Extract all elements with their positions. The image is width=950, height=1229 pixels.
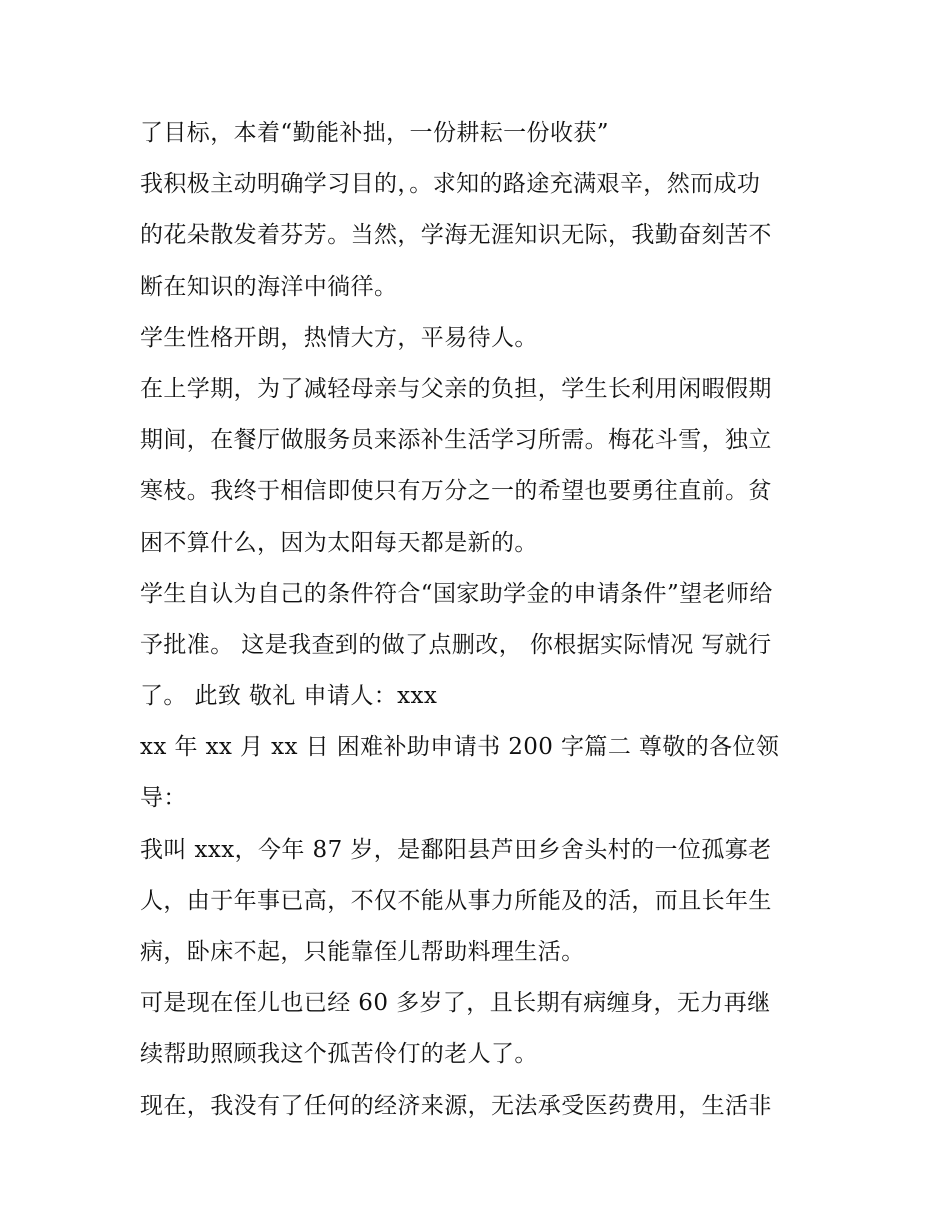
text-line: 病，卧床不起，只能靠侄儿帮助料理生活。 <box>140 939 585 965</box>
text-line: 人，由于年事已高，不仅不能从事力所能及的活，而且长年生 <box>140 887 772 914</box>
text-line: 予批准。 这是我查到的做了点删改， 你根据实际情况 写就行 <box>140 631 772 658</box>
document-body <box>140 108 820 1132</box>
text-line: 学生自认为自己的条件符合“国家助学金的申请条件”望老师给 <box>140 580 773 607</box>
text-line: 学生性格开朗，热情大方，平易待人。 <box>140 324 538 351</box>
text-line: 现在，我没有了任何的经济来源，无法承受医药费用，生活非 <box>140 1092 772 1119</box>
text-line: 了目标，本着“勤能补拙，一份耕耘一份收获” <box>140 120 609 146</box>
text-line: 的花朵散发着芬芳。当然，学海无涯知识无际，我勤奋刻苦不 <box>140 222 772 249</box>
text-line: 我积极主动明确学习目的，。求知的路途充满艰辛，然而成功 <box>140 171 761 198</box>
text-line: 寒枝。我终于相信即使只有万分之一的希望也要勇往直前。贫 <box>140 478 772 505</box>
text-line: 导： <box>140 785 187 812</box>
text-line: 续帮助照顾我这个孤苦伶仃的老人了。 <box>140 1041 538 1068</box>
text-line: 在上学期，为了减轻母亲与父亲的负担，学生长利用闲暇假期 <box>140 375 772 402</box>
text-line: 困不算什么，因为太阳每天都是新的。 <box>140 529 538 556</box>
text-line: 我叫 xxx，今年 87 岁，是鄱阳县芦田乡舍头村的一位孤寡老 <box>140 836 772 863</box>
text-line: 可是现在侄儿也已经 60 多岁了，且长期有病缠身，无力再继 <box>140 990 771 1017</box>
text-line: 期间，在餐厅做服务员来添补生活学习所需。梅花斗雪，独立 <box>140 427 772 454</box>
text-line: 断在知识的海洋中徜徉。 <box>140 273 398 300</box>
text-line: xx 年 xx 月 xx 日 困难补助申请书 200 字篇二 尊敬的各位领 <box>140 734 780 761</box>
text-line: 了。 此致 敬礼 申请人：xxx <box>140 683 438 710</box>
